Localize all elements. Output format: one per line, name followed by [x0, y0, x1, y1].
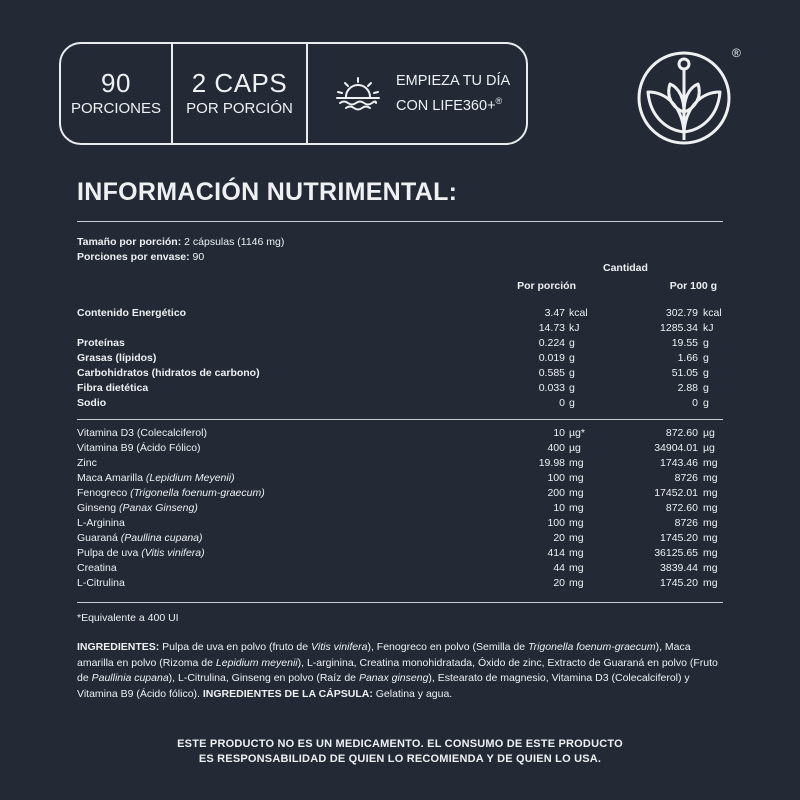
- quantity-header: Cantidad: [603, 262, 648, 274]
- nutrient-name: [77, 517, 125, 530]
- serving-size: Tamaño por porción: 2 cápsulas (1146 mg): [77, 236, 285, 248]
- per-100g-value: 51.05: [671, 367, 698, 379]
- per-serving-unit: mg: [569, 562, 584, 574]
- per-serving-unit: mg: [569, 472, 584, 484]
- per-100g-value: 872.60: [665, 427, 698, 439]
- per-100g-value: 872.60: [665, 502, 698, 514]
- per-serving-unit: g: [569, 382, 575, 394]
- ingredients-segment: Paullinia cupana: [91, 672, 169, 685]
- sunrise-icon: [334, 76, 382, 112]
- slogan: [396, 71, 510, 116]
- nutrient-common-name: Zinc: [77, 457, 97, 469]
- nutrient-common-name: Fenogreco: [77, 487, 131, 499]
- per-100g-unit: g: [703, 352, 709, 364]
- per-serving-unit: mg: [569, 517, 584, 529]
- macro-name: Sodio: [77, 397, 107, 409]
- per-100g-unit: µg: [703, 442, 715, 454]
- nutrient-name: [77, 442, 201, 455]
- portions-value: 90: [101, 68, 131, 98]
- slogan-registered-mark: ®: [495, 96, 503, 107]
- per-serving-value: 10: [553, 427, 565, 439]
- disclaimer-line-2: ES RESPONSABILIDAD DE QUIEN LO RECOMIENDA Y DE QUIEN LO USA.: [198, 753, 602, 765]
- ingredients-segment: ), L-arginina, Creatina monohidratada, Óxido de zinc, Extracto de Guaraná en polvo (Fruto de: [77, 656, 718, 685]
- nutrient-common-name: Creatina: [77, 562, 117, 574]
- per-100g-unit: mg: [703, 457, 718, 469]
- ingredients-segment: ), Maca amarilla en polvo (Rizoma de: [77, 641, 691, 669]
- ingredients-segment: INGREDIENTES DE LA CÁPSULA:: [202, 687, 373, 700]
- per-100g-value: 1745.20: [660, 577, 698, 589]
- leaf-sprout-logo: [636, 50, 732, 146]
- nutrient-latin-name: (Trigonella foenum-graecum): [130, 487, 265, 499]
- per-serving-value: 100: [547, 517, 565, 529]
- nutrient-common-name: Guaraná: [77, 532, 121, 544]
- per-100g-unit: kJ: [703, 322, 714, 334]
- per-serving-unit: g: [569, 367, 575, 379]
- per-serving-value: 0.224: [538, 337, 565, 349]
- per-serving-value: 10: [553, 502, 565, 514]
- nutrient-latin-name: (Vitis vinifera): [141, 547, 205, 559]
- per-serving-unit: mg: [569, 457, 584, 469]
- slogan-line-2: CON LIFE360+®: [396, 96, 503, 114]
- info-badge: [59, 42, 528, 145]
- footnote: *Equivalente a 400 UI: [77, 612, 179, 624]
- nutrient-common-name: Vitamina B9 (Ácido Fólico): [77, 442, 201, 454]
- per-100g-header: Por 100 g: [669, 280, 717, 292]
- nutrient-name: [77, 577, 125, 590]
- energy-label: Contenido Energético: [77, 307, 187, 319]
- ingredients-segment: Panax ginseng: [358, 672, 429, 685]
- servings-per-container: Porciones por envase: 90: [77, 251, 205, 263]
- per-serving-value: 0.033: [538, 382, 565, 394]
- per-100g-unit: µg: [703, 427, 715, 439]
- per-serving-value: 200: [547, 487, 565, 499]
- portions-cell: [61, 44, 171, 143]
- per-100g-value: 1745.20: [660, 532, 698, 544]
- ingredients-segment: ), L-Citrulina, Ginseng en polvo (Raíz de: [168, 672, 359, 685]
- per-100g-value: 8726: [674, 517, 698, 529]
- nutrient-name: [77, 502, 198, 515]
- per-serving-unit: mg: [569, 502, 584, 514]
- nutrient-name: [77, 427, 207, 440]
- per-100g-unit: mg: [703, 502, 718, 514]
- per-serving-value: 100: [547, 472, 565, 484]
- per-100g-unit: g: [703, 382, 709, 394]
- per-100g-unit: kcal: [703, 307, 722, 319]
- per-100g-unit: g: [703, 397, 709, 409]
- ingredients-segment: Pulpa de uva en polvo (fruto de: [159, 641, 312, 653]
- per-100g-value: 1.66: [677, 352, 698, 364]
- per-serving-unit: kcal: [569, 307, 588, 319]
- per-serving-header: Por porción: [517, 280, 576, 292]
- per-serving-unit: mg: [569, 547, 584, 559]
- ingredients-segment: Gelatina y agua.: [372, 687, 453, 700]
- nutrient-latin-name: (Panax Ginseng): [119, 502, 198, 514]
- per-serving-value: 20: [553, 532, 565, 544]
- per-100g-value: 1285.34: [660, 322, 698, 334]
- per-serving-value: 0: [559, 397, 565, 409]
- ingredients-segment: Lepidium meyenii: [215, 656, 298, 669]
- per-serving-value: 44: [553, 562, 565, 574]
- per-serving-value: 0.585: [538, 367, 565, 379]
- ingredients-segment: Vitis vinifera: [311, 641, 368, 653]
- per-100g-value: 34904.01: [654, 442, 698, 454]
- per-100g-unit: mg: [703, 562, 718, 574]
- per-100g-unit: mg: [703, 487, 718, 499]
- per-serving-value: 20: [553, 577, 565, 589]
- nutrient-latin-name: (Lepidium Meyenii): [145, 472, 235, 484]
- per-serving-unit: mg: [569, 487, 584, 499]
- macro-name: Carbohidratos (hidratos de carbono): [77, 367, 260, 379]
- per-100g-unit: g: [703, 367, 709, 379]
- per-100g-unit: mg: [703, 517, 718, 529]
- per-serving-value: 19.98: [538, 457, 565, 469]
- per-serving-value: 3.47: [544, 307, 565, 319]
- nutrient-name: [77, 472, 235, 485]
- per-100g-value: 1743.46: [660, 457, 698, 469]
- per-serving-unit: µg: [569, 442, 581, 454]
- per-100g-value: 19.55: [671, 337, 698, 349]
- nutrient-name: [77, 457, 97, 470]
- macro-name: Proteínas: [77, 337, 125, 349]
- ingredients-segment: INGREDIENTES:: [77, 641, 160, 653]
- per-100g-value: 8726: [674, 472, 698, 484]
- per-100g-unit: mg: [703, 532, 718, 544]
- nutrient-name: [77, 487, 265, 500]
- caps-cell: [171, 44, 306, 143]
- per-serving-value: 400: [547, 442, 565, 454]
- nutrient-common-name: L-Citrulina: [77, 577, 125, 589]
- disclaimer: [0, 737, 800, 767]
- slogan-cell: [306, 44, 526, 143]
- per-serving-unit: g: [569, 337, 575, 349]
- ingredients-text: [77, 640, 727, 702]
- per-serving-value: 14.73: [538, 322, 565, 334]
- portions-label: PORCIONES: [70, 100, 161, 117]
- nutrient-common-name: Ginseng: [77, 502, 120, 514]
- per-100g-value: 3839.44: [660, 562, 698, 574]
- logo-registered-mark: ®: [732, 46, 741, 60]
- macro-name: Grasas (lípidos): [77, 352, 157, 364]
- nutrient-name: [77, 532, 203, 545]
- divider: [77, 221, 723, 222]
- per-serving-value: 414: [547, 547, 565, 559]
- per-serving-unit: µg*: [569, 427, 585, 439]
- per-100g-value: 0: [692, 397, 698, 409]
- disclaimer-line-1: ESTE PRODUCTO NO ES UN MEDICAMENTO. EL CONSUMO DE ESTE PRODUCTO: [177, 738, 623, 750]
- nutrient-latin-name: (Paullina cupana): [120, 532, 203, 544]
- per-serving-unit: mg: [569, 532, 584, 544]
- divider: [77, 602, 723, 603]
- nutrient-name: [77, 562, 117, 575]
- page-title: INFORMACIÓN NUTRIMENTAL:: [77, 178, 458, 206]
- per-100g-unit: mg: [703, 547, 718, 559]
- ingredients-segment: ), Estearato de magnesio, Vitamina D3 (Colecalciferol) y Vitamina B9 (Ácido fólico).: [77, 672, 690, 700]
- caps-value: 2 CAPS: [191, 68, 288, 98]
- macro-name: Fibra dietética: [77, 382, 149, 394]
- nutrient-common-name: Maca Amarilla: [77, 472, 146, 484]
- per-serving-value: 0.019: [538, 352, 565, 364]
- per-100g-value: 302.79: [665, 307, 698, 319]
- nutrient-common-name: L-Arginina: [77, 517, 125, 529]
- per-serving-unit: mg: [569, 577, 584, 589]
- per-100g-value: 17452.01: [654, 487, 698, 499]
- per-serving-unit: g: [569, 397, 575, 409]
- per-100g-unit: g: [703, 337, 709, 349]
- ingredients-segment: Trigonella foenum-graecum: [527, 641, 656, 653]
- per-100g-value: 2.88: [677, 382, 698, 394]
- per-100g-unit: mg: [703, 577, 718, 589]
- per-serving-unit: kJ: [569, 322, 580, 334]
- divider: [77, 419, 723, 420]
- nutrient-common-name: Vitamina D3 (Colecalciferol): [77, 427, 207, 439]
- nutrient-common-name: Pulpa de uva: [77, 547, 142, 559]
- slogan-line-1: EMPIEZA TU DÍA: [396, 73, 511, 90]
- per-100g-unit: mg: [703, 472, 718, 484]
- caps-label: POR PORCIÓN: [186, 100, 293, 117]
- per-100g-value: 36125.65: [654, 547, 698, 559]
- per-serving-unit: g: [569, 352, 575, 364]
- ingredients-segment: ), Fenogreco en polvo (Semilla de: [367, 641, 528, 653]
- nutrient-name: [77, 547, 205, 560]
